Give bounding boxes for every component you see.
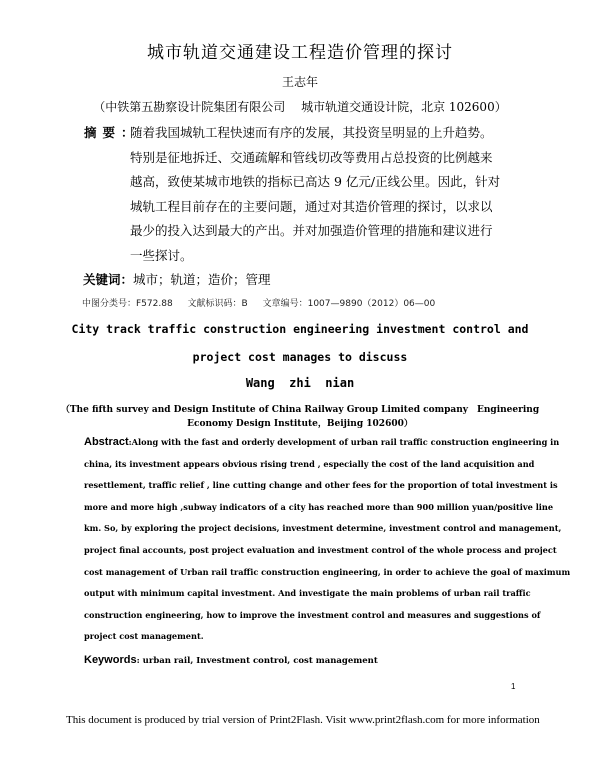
- chinese-abstract-line: 一些探讨。: [130, 247, 193, 263]
- english-keywords-text: : urban rail, Investment control, cost management: [136, 656, 378, 666]
- english-title-line-2: project cost manages to discuss: [192, 350, 408, 364]
- clc-number: 中图分类号：F572.88: [82, 299, 173, 309]
- english-title-line-1: City track traffic construction engineering investment control and: [71, 322, 529, 336]
- english-abstract-line: construction engineering, how to improve the investment control and measures and suggestions of: [84, 609, 541, 620]
- chinese-abstract-line: 城轨工程目前存在的主要问题，通过对其造价管理的探讨，以求以: [130, 198, 493, 214]
- english-keywords-label: Keywords: [84, 654, 137, 666]
- english-affiliation-line: Economy Design Institute，Beijing 102600）: [187, 419, 413, 429]
- page-number: 1: [511, 682, 516, 691]
- trial-version-footer: This document is produced by trial version of Print2Flash. Visit www.print2flash.com for more information: [66, 714, 540, 726]
- chinese-abstract-line: 随着我国城轨工程快速而有序的发展，其投资呈明显的上升趋势。: [130, 125, 493, 140]
- english-abstract-line: more and more high ,subway indicators of a city has reached more than 900 million yuan/positive line: [84, 501, 554, 512]
- english-abstract-line: project cost management.: [84, 631, 204, 642]
- english-abstract-label: Abstract: [84, 436, 129, 448]
- chinese-keywords-label: 关键词：: [83, 272, 134, 287]
- chinese-abstract: [130, 121, 524, 269]
- doc-code: 文献标识码：B: [187, 299, 248, 309]
- chinese-affiliation: （中铁第五勘察设计院集团有限公司 城市轨道交通设计院，北京 102600）: [93, 100, 507, 114]
- english-abstract-line: project final accounts, post project evaluation and investment control of the whole process and project: [84, 544, 557, 555]
- english-affiliation: [0, 403, 600, 431]
- english-abstract-line: output with minimum capital investment. And investigate the main problems of urban rail traffic: [84, 588, 531, 599]
- english-abstract-line: china, its investment appears obvious rising trend , especially the cost of the land acquisition and: [84, 458, 535, 469]
- english-affiliation-line: （The fifth survey and Design Institute of China Railway Group Limited company Engineering: [60, 405, 540, 415]
- chinese-abstract-label: 摘要：: [84, 125, 140, 140]
- classification-line: [82, 296, 447, 309]
- english-abstract-line: resettlement, traffic relief , line cutting change and other fees for the proportion of total investment is: [84, 480, 558, 491]
- chinese-abstract-line: 越高，致使某城市地铁的指标已高达 9 亿元/正线公里。因此，针对: [130, 174, 501, 190]
- chinese-title: 城市轨道交通建设工程造价管理的探讨: [147, 43, 453, 63]
- english-keywords: [84, 654, 378, 666]
- english-abstract-line: [84, 432, 560, 454]
- english-abstract: [84, 432, 571, 648]
- chinese-abstract-line: 最少的投入达到最大的产出。并对加强造价管理的措施和建议进行: [130, 223, 493, 239]
- chinese-abstract-line: 特别是征地拆迁、交通疏解和管线切改等费用占总投资的比例越来: [130, 149, 493, 165]
- article-number: 文章编号：1007—9890（2012）06—00: [262, 299, 436, 309]
- chinese-keywords-text: 城市；轨道；造价；管理: [133, 272, 271, 287]
- chinese-author: 王志年: [281, 75, 318, 89]
- english-abstract-line: cost management of Urban rail traffic construction engineering, in order to achieve the goal of maximum: [84, 566, 571, 577]
- english-author: Wang zhi nian: [245, 376, 355, 390]
- english-abstract-text: :Along with the fast and orderly development of urban rail traffic construction engineering in: [128, 437, 560, 447]
- english-abstract-line: km. So, by exploring the project decisions, investment determine, investment control and management,: [84, 523, 562, 534]
- chinese-keywords: [83, 270, 271, 288]
